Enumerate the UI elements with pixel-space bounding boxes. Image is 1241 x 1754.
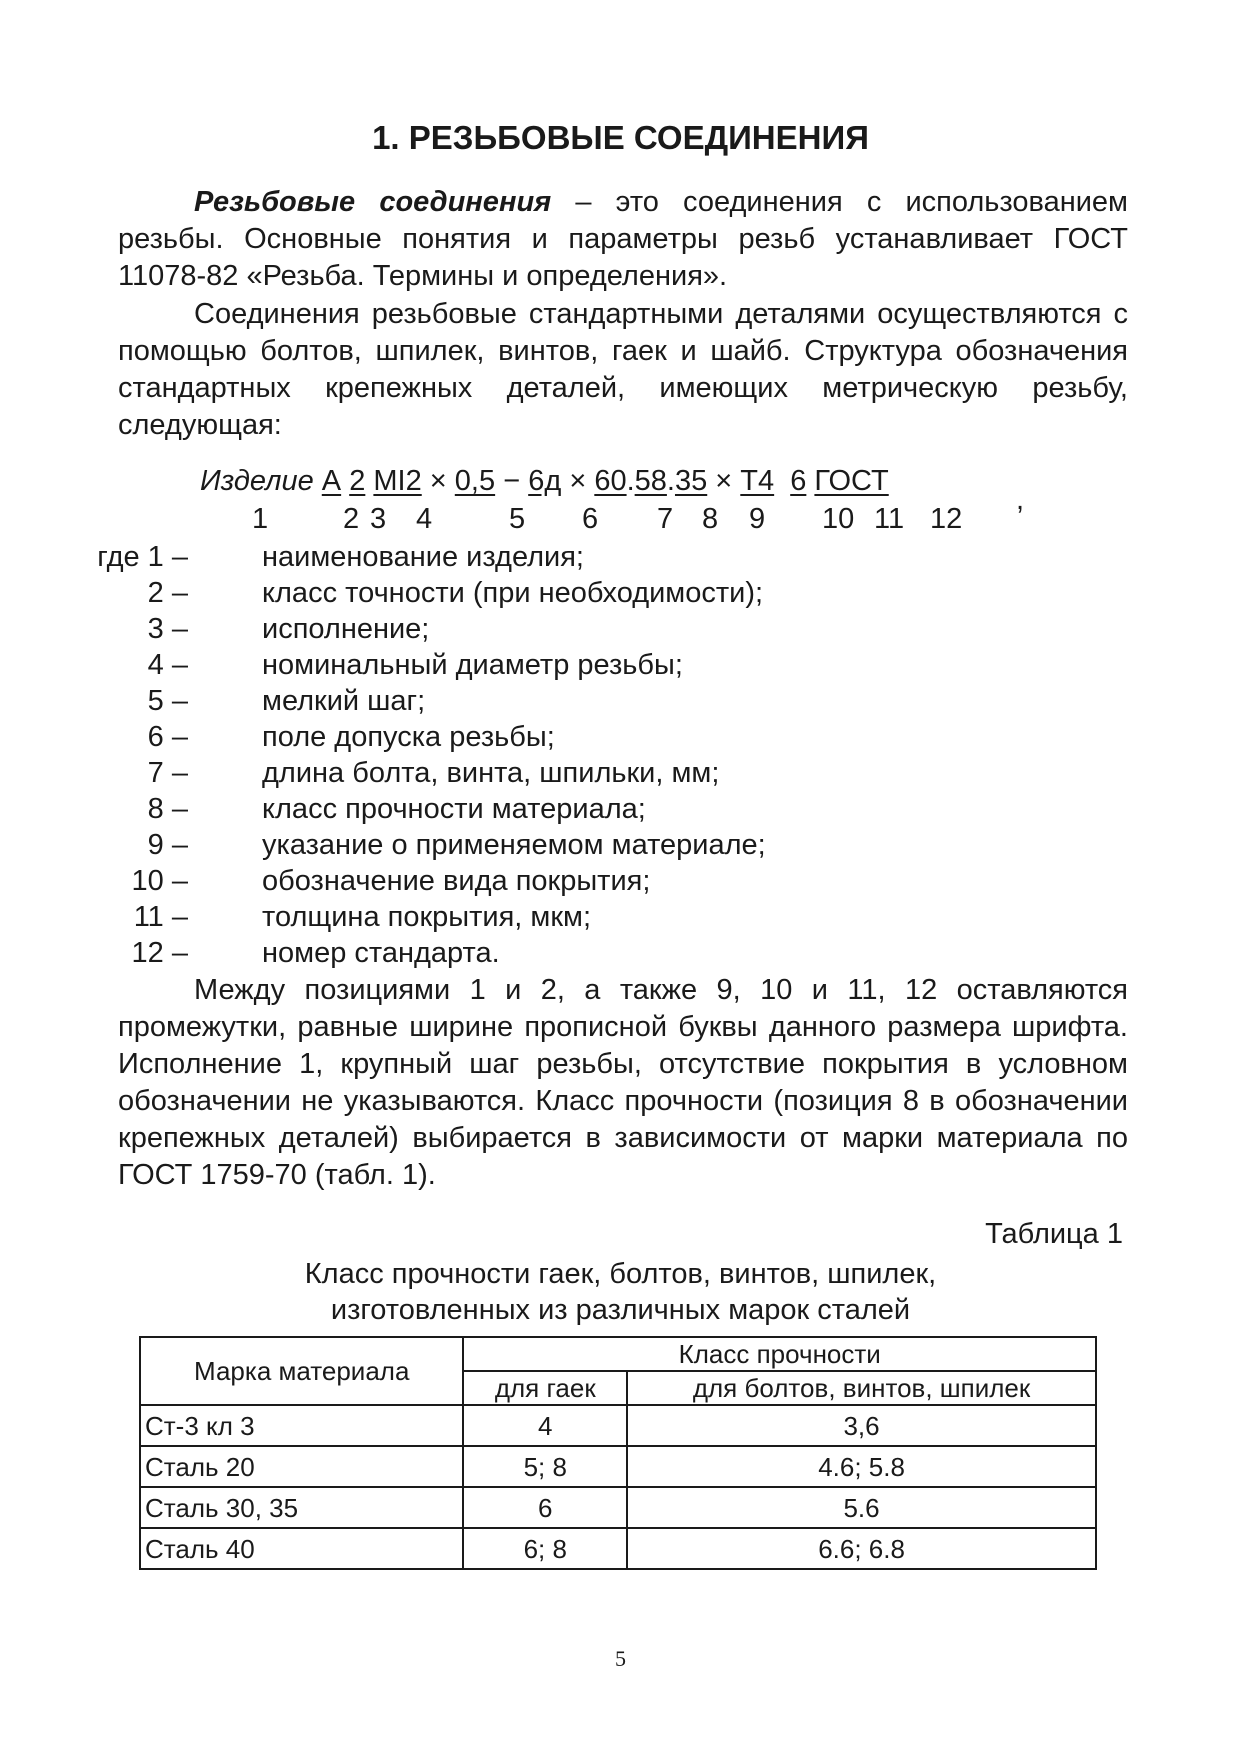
designation-item: Изделие xyxy=(200,465,314,497)
designation-strength: 58 xyxy=(634,465,667,497)
table-row xyxy=(140,1528,1096,1569)
table-row xyxy=(140,1405,1096,1446)
table-row xyxy=(140,1446,1096,1487)
position-number: 3 xyxy=(370,503,387,535)
page-number: 5 xyxy=(615,1646,626,1671)
table-number: Таблица 1 xyxy=(985,1218,1123,1250)
cell-nuts: 4 xyxy=(463,1405,627,1446)
header-bolts: для болтов, винтов, шпилек xyxy=(627,1371,1096,1405)
cell-nuts: 6; 8 xyxy=(463,1528,627,1569)
legend-item: 5 – мелкий шаг; xyxy=(147,685,426,717)
table-caption-line: Класс прочности гаек, болтов, винтов, шпилек, xyxy=(304,1258,937,1290)
cell-bolts: 5.6 xyxy=(627,1487,1096,1528)
position-number: 1 xyxy=(252,503,269,535)
header-nuts: для гаек xyxy=(463,1371,627,1405)
structure-paragraph: Соединения резьбовые стандартными деталями осуществляются с помощью болтов, шпилек, винтов, гаек и шайб. Структура обозначения стандартных крепежных деталей, имеющих метрическую резьбу, следующая: xyxy=(118,298,1128,441)
legend-item: 8 – класс прочности материала; xyxy=(147,793,646,825)
position-number: 7 xyxy=(657,503,674,535)
position-number: 2 xyxy=(343,503,360,535)
cell-bolts: 6.6; 6.8 xyxy=(627,1528,1096,1569)
legend-item: 4 – номинальный диаметр резьбы; xyxy=(147,649,683,681)
table-caption xyxy=(0,1256,1241,1328)
cell-bolts: 3,6 xyxy=(627,1405,1096,1446)
designation-times: × xyxy=(429,465,447,497)
legend-item: 3 – исполнение; xyxy=(147,613,430,645)
position-number: 6 xyxy=(582,503,599,535)
cell-material: Сталь 30, 35 xyxy=(140,1487,463,1528)
intro-paragraph xyxy=(118,184,1128,295)
designation-coating: Т4 xyxy=(740,465,775,497)
designation-times: × xyxy=(569,465,587,497)
header-strength-class: Класс прочности xyxy=(463,1337,1096,1371)
legend-item: 10 – обозначение вида покрытия; xyxy=(131,865,651,897)
position-number: 10 xyxy=(822,503,855,535)
table-row xyxy=(140,1487,1096,1528)
spacing-paragraph: Между позициями 1 и 2, а также 9, 10 и 11, 12 оставляются промежутки, равные ширине прописной буквы данного размера шрифта. Исполнение 1, крупный шаг резьбы, отсутствие покрытия в условном обозначении не указываются. Класс прочности (позиция 8 в обозначении крепежных деталей) выбирается в зависимости от марки материала по ГОСТ 1759-70 (табл. 1). xyxy=(118,974,1128,1191)
cell-nuts: 6 xyxy=(463,1487,627,1528)
legend-item: где 1 – наименование изделия; xyxy=(97,541,584,573)
designation-dot: . xyxy=(626,465,635,497)
designation-diameter: МI2 xyxy=(373,465,422,497)
designation-standard: ГОСТ xyxy=(814,465,889,497)
designation-accuracy-class: А xyxy=(321,465,342,497)
cell-bolts: 4.6; 5.8 xyxy=(627,1446,1096,1487)
designation-thickness: 6 xyxy=(790,465,807,497)
legend-item: 6 – поле допуска резьбы; xyxy=(147,721,555,753)
cell-material: Ст-3 кл 3 xyxy=(140,1405,463,1446)
legend-item: 11 – толщина покрытия, мкм; xyxy=(133,901,592,933)
position-number: 9 xyxy=(749,503,766,535)
position-number: 4 xyxy=(416,503,433,535)
legend-item: 12 – номер стандарта. xyxy=(131,937,500,969)
designation-version: 2 xyxy=(349,465,366,497)
designation-dot: . xyxy=(666,465,675,497)
cell-nuts: 5; 8 xyxy=(463,1446,627,1487)
header-material: Марка материала xyxy=(140,1337,463,1405)
section-title: 1. РЕЗЬБОВЫЕ СОЕДИНЕНИЯ xyxy=(372,119,869,156)
position-number: 5 xyxy=(509,503,526,535)
strength-class-table xyxy=(139,1336,1097,1570)
designation-dash: − xyxy=(503,465,521,497)
position-number: 12 xyxy=(930,503,963,535)
designation-length: 60 xyxy=(594,465,627,497)
intro-lead-term: Резьбовые соединения xyxy=(194,186,552,218)
designation-times: × xyxy=(715,465,733,497)
position-legend xyxy=(97,539,1038,971)
designation-comma: , xyxy=(1016,484,1025,516)
designation-formula xyxy=(200,462,889,500)
designation-tolerance: 6д xyxy=(528,465,562,497)
position-number: 11 xyxy=(874,503,905,535)
designation-material: 35 xyxy=(674,465,708,497)
cell-material: Сталь 40 xyxy=(140,1528,463,1569)
legend-item: 9 – указание о применяемом материале; xyxy=(147,829,766,861)
cell-material: Сталь 20 xyxy=(140,1446,463,1487)
position-number: 8 xyxy=(702,503,719,535)
legend-item: 2 – класс точности (при необходимости); xyxy=(147,577,764,609)
legend-item: 7 – длина болта, винта, шпильки, мм; xyxy=(147,757,720,789)
table-caption-line: изготовленных из различных марок сталей xyxy=(330,1294,911,1326)
designation-pitch: 0,5 xyxy=(454,465,496,497)
intro-text: – это соединения с использованием резьбы. Основные понятия и параметры резьб устанавливает ГОСТ 11078-82 «Резьба. Термины и определения». xyxy=(118,186,1128,292)
